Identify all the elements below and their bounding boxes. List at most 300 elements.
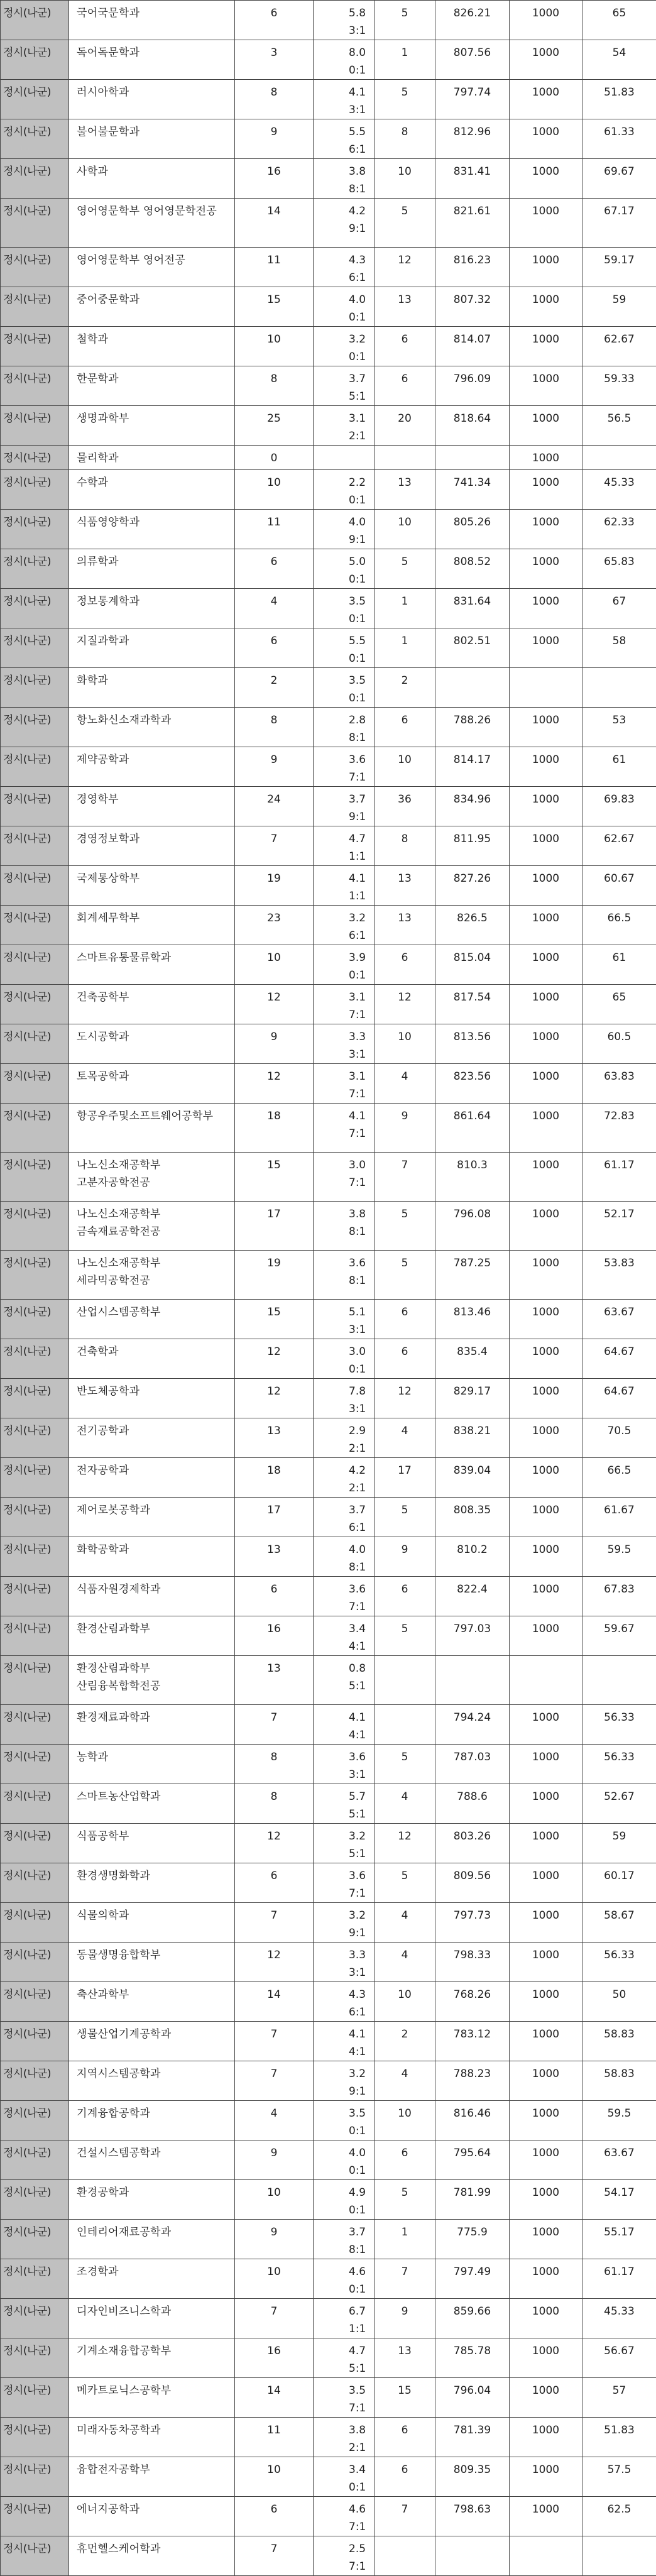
department-name-cell: 조경학과 xyxy=(69,2259,235,2299)
competition-rate-cell: 4.36:1 xyxy=(314,1982,374,2022)
admission-type-cell: 정시(나군) xyxy=(1,1982,69,2022)
quota-cell: 2 xyxy=(235,668,314,708)
quota-cell: 7 xyxy=(235,826,314,866)
additional-pass-cell: 8 xyxy=(374,119,435,159)
admission-type-cell: 정시(나군) xyxy=(1,1024,69,1064)
quota-cell: 25 xyxy=(235,406,314,446)
competition-rate-cell: 3.00:1 xyxy=(314,1339,374,1379)
max-score-cell: 1000 xyxy=(510,1300,582,1339)
table-row xyxy=(1,2299,656,2338)
score-a-cell: 810.2 xyxy=(435,1537,510,1577)
quota-cell: 8 xyxy=(235,80,314,119)
additional-pass-cell: 13 xyxy=(374,906,435,945)
competition-rate-cell: 5.56:1 xyxy=(314,119,374,159)
additional-pass-cell: 12 xyxy=(374,1824,435,1863)
score-b-cell: 62.33 xyxy=(582,510,656,549)
max-score-cell: 1000 xyxy=(510,1943,582,1982)
additional-pass-cell: 4 xyxy=(374,1418,435,1458)
table-row xyxy=(1,1745,656,1784)
score-b-cell: 61.17 xyxy=(582,1153,656,1202)
additional-pass-cell: 10 xyxy=(374,510,435,549)
table-row xyxy=(1,1498,656,1537)
max-score-cell: 1000 xyxy=(510,549,582,589)
score-a-cell: 785.78 xyxy=(435,2338,510,2378)
score-b-cell: 67 xyxy=(582,589,656,628)
table-row xyxy=(1,1784,656,1824)
quota-cell: 7 xyxy=(235,2061,314,2101)
score-b-cell: 64.67 xyxy=(582,1379,656,1418)
additional-pass-cell: 4 xyxy=(374,1784,435,1824)
competition-rate-cell: 4.22:1 xyxy=(314,1458,374,1498)
competition-rate-cell: 3.88:1 xyxy=(314,1202,374,1251)
max-score-cell: 1000 xyxy=(510,906,582,945)
competition-rate-cell: 2.57:1 xyxy=(314,2536,374,2576)
additional-pass-cell: 7 xyxy=(374,2259,435,2299)
quota-cell: 10 xyxy=(235,2457,314,2497)
admission-type-cell: 정시(나군) xyxy=(1,1064,69,1104)
quota-cell: 10 xyxy=(235,2259,314,2299)
max-score-cell: 1000 xyxy=(510,366,582,406)
quota-cell: 6 xyxy=(235,628,314,668)
additional-pass-cell: 10 xyxy=(374,159,435,199)
max-score-cell: 1000 xyxy=(510,1251,582,1300)
department-name-cell: 정보통계학과 xyxy=(69,589,235,628)
max-score-cell: 1000 xyxy=(510,80,582,119)
score-b-cell: 69.67 xyxy=(582,159,656,199)
max-score-cell: 1000 xyxy=(510,1745,582,1784)
score-a-cell: 807.56 xyxy=(435,40,510,80)
max-score-cell: 1000 xyxy=(510,199,582,248)
department-name-cell: 나노신소재공학부 세라믹공학전공 xyxy=(69,1251,235,1300)
additional-pass-cell: 5 xyxy=(374,1616,435,1656)
quota-cell: 9 xyxy=(235,747,314,787)
admission-type-cell: 정시(나군) xyxy=(1,1616,69,1656)
score-a-cell: 788.26 xyxy=(435,708,510,747)
score-a-cell: 797.03 xyxy=(435,1616,510,1656)
table-row xyxy=(1,80,656,119)
max-score-cell: 1000 xyxy=(510,866,582,906)
additional-pass-cell: 36 xyxy=(374,787,435,826)
score-b-cell: 72.83 xyxy=(582,1104,656,1153)
additional-pass-cell xyxy=(374,446,435,470)
quota-cell: 12 xyxy=(235,1064,314,1104)
score-b-cell: 57 xyxy=(582,2378,656,2418)
competition-rate-cell: 4.08:1 xyxy=(314,1537,374,1577)
table-row xyxy=(1,708,656,747)
max-score-cell xyxy=(510,2536,582,2576)
table-row xyxy=(1,2378,656,2418)
table-row xyxy=(1,628,656,668)
department-name-cell: 휴먼헬스케어학과 xyxy=(69,2536,235,2576)
admission-type-cell: 정시(나군) xyxy=(1,1656,69,1705)
score-b-cell: 69.83 xyxy=(582,787,656,826)
score-b-cell: 56.5 xyxy=(582,406,656,446)
department-name-cell: 국제통상학부 xyxy=(69,866,235,906)
score-b-cell: 61.33 xyxy=(582,119,656,159)
department-name-cell: 나노신소재공학부 고분자공학전공 xyxy=(69,1153,235,1202)
score-b-cell: 65 xyxy=(582,1,656,40)
score-a-cell: 812.96 xyxy=(435,119,510,159)
department-name-cell: 환경산림과학부 산림융복합학전공 xyxy=(69,1656,235,1705)
score-b-cell: 58.83 xyxy=(582,2022,656,2061)
admission-type-cell: 정시(나군) xyxy=(1,628,69,668)
competition-rate-cell: 3.57:1 xyxy=(314,2378,374,2418)
admission-type-cell: 정시(나군) xyxy=(1,1153,69,1202)
score-a-cell: 796.09 xyxy=(435,366,510,406)
score-a-cell xyxy=(435,1656,510,1705)
department-name-cell: 전자공학과 xyxy=(69,1458,235,1498)
table-row xyxy=(1,985,656,1024)
max-score-cell: 1000 xyxy=(510,2140,582,2180)
competition-rate-cell: 3.29:1 xyxy=(314,2061,374,2101)
additional-pass-cell: 6 xyxy=(374,1577,435,1616)
score-a-cell: 861.64 xyxy=(435,1104,510,1153)
admission-type-cell: 정시(나군) xyxy=(1,2220,69,2259)
table-row xyxy=(1,2457,656,2497)
quota-cell: 11 xyxy=(235,248,314,287)
score-a-cell: 859.66 xyxy=(435,2299,510,2338)
score-a-cell: 805.26 xyxy=(435,510,510,549)
score-a-cell: 835.4 xyxy=(435,1339,510,1379)
score-b-cell: 54.17 xyxy=(582,2180,656,2220)
admission-type-cell: 정시(나군) xyxy=(1,80,69,119)
score-b-cell: 60.67 xyxy=(582,866,656,906)
score-a-cell: 810.3 xyxy=(435,1153,510,1202)
quota-cell: 10 xyxy=(235,470,314,510)
table-row xyxy=(1,366,656,406)
admission-type-cell: 정시(나군) xyxy=(1,2536,69,2576)
score-a-cell: 798.63 xyxy=(435,2497,510,2536)
department-name-cell: 인테리어재료공학과 xyxy=(69,2220,235,2259)
table-row xyxy=(1,2418,656,2457)
admission-type-cell: 정시(나군) xyxy=(1,985,69,1024)
admission-type-cell: 정시(나군) xyxy=(1,2061,69,2101)
score-b-cell xyxy=(582,446,656,470)
score-b-cell: 57.5 xyxy=(582,2457,656,2497)
department-name-cell: 스마트유통물류학과 xyxy=(69,945,235,985)
max-score-cell: 1000 xyxy=(510,628,582,668)
department-name-cell: 기계융합공학과 xyxy=(69,2101,235,2140)
max-score-cell: 1000 xyxy=(510,787,582,826)
table-row xyxy=(1,668,656,708)
department-name-cell: 전기공학과 xyxy=(69,1418,235,1458)
quota-cell: 15 xyxy=(235,1153,314,1202)
additional-pass-cell: 12 xyxy=(374,1379,435,1418)
competition-rate-cell: 3.75:1 xyxy=(314,366,374,406)
quota-cell: 7 xyxy=(235,2299,314,2338)
quota-cell: 16 xyxy=(235,2338,314,2378)
competition-rate-cell: 3.29:1 xyxy=(314,1903,374,1943)
admission-type-cell: 정시(나군) xyxy=(1,2418,69,2457)
competition-rate-cell: 3.25:1 xyxy=(314,1824,374,1863)
table-row xyxy=(1,1202,656,1251)
additional-pass-cell: 6 xyxy=(374,945,435,985)
max-score-cell: 1000 xyxy=(510,446,582,470)
quota-cell: 6 xyxy=(235,2497,314,2536)
score-b-cell: 61 xyxy=(582,747,656,787)
additional-pass-cell: 4 xyxy=(374,1903,435,1943)
competition-rate-cell: 3.17:1 xyxy=(314,985,374,1024)
max-score-cell: 1000 xyxy=(510,1458,582,1498)
quota-cell: 9 xyxy=(235,2140,314,2180)
competition-rate-cell: 4.00:1 xyxy=(314,287,374,327)
additional-pass-cell xyxy=(374,1705,435,1745)
admission-type-cell: 정시(나군) xyxy=(1,945,69,985)
admission-type-cell: 정시(나군) xyxy=(1,1251,69,1300)
additional-pass-cell: 4 xyxy=(374,2061,435,2101)
table-row xyxy=(1,906,656,945)
max-score-cell: 1000 xyxy=(510,2101,582,2140)
department-name-cell: 생명과학부 xyxy=(69,406,235,446)
admission-type-cell: 정시(나군) xyxy=(1,199,69,248)
competition-rate-cell: 4.75:1 xyxy=(314,2338,374,2378)
score-a-cell: 814.17 xyxy=(435,747,510,787)
quota-cell: 19 xyxy=(235,866,314,906)
department-name-cell: 한문학과 xyxy=(69,366,235,406)
competition-rate-cell: 3.76:1 xyxy=(314,1498,374,1537)
department-name-cell: 스마트농산업학과 xyxy=(69,1784,235,1824)
table-row xyxy=(1,1379,656,1418)
quota-cell: 4 xyxy=(235,589,314,628)
table-row xyxy=(1,510,656,549)
quota-cell: 14 xyxy=(235,199,314,248)
department-name-cell: 반도체공학과 xyxy=(69,1379,235,1418)
table-row xyxy=(1,787,656,826)
admission-type-cell: 정시(나군) xyxy=(1,159,69,199)
table-row xyxy=(1,2259,656,2299)
department-name-cell: 수학과 xyxy=(69,470,235,510)
table-row xyxy=(1,287,656,327)
competition-rate-cell: 4.17:1 xyxy=(314,1104,374,1153)
additional-pass-cell: 9 xyxy=(374,2299,435,2338)
score-a-cell: 768.26 xyxy=(435,1982,510,2022)
department-name-cell: 경영학부 xyxy=(69,787,235,826)
table-row xyxy=(1,199,656,248)
quota-cell: 0 xyxy=(235,446,314,470)
additional-pass-cell: 7 xyxy=(374,2497,435,2536)
score-b-cell: 62.67 xyxy=(582,327,656,366)
max-score-cell: 1000 xyxy=(510,1064,582,1104)
additional-pass-cell: 9 xyxy=(374,1104,435,1153)
table-row xyxy=(1,1418,656,1458)
score-b-cell: 56.67 xyxy=(582,2338,656,2378)
admission-type-cell: 정시(나군) xyxy=(1,1458,69,1498)
department-name-cell: 항노화신소재과학과 xyxy=(69,708,235,747)
max-score-cell: 1000 xyxy=(510,1379,582,1418)
score-a-cell: 809.56 xyxy=(435,1863,510,1903)
max-score-cell xyxy=(510,1656,582,1705)
max-score-cell: 1000 xyxy=(510,2338,582,2378)
max-score-cell: 1000 xyxy=(510,2259,582,2299)
table-row xyxy=(1,747,656,787)
admission-type-cell: 정시(나군) xyxy=(1,366,69,406)
table-row xyxy=(1,2536,656,2576)
admission-type-cell: 정시(나군) xyxy=(1,2338,69,2378)
score-a-cell: 796.04 xyxy=(435,2378,510,2418)
department-name-cell: 사학과 xyxy=(69,159,235,199)
quota-cell: 12 xyxy=(235,1943,314,1982)
max-score-cell: 1000 xyxy=(510,406,582,446)
quota-cell: 12 xyxy=(235,1824,314,1863)
max-score-cell: 1000 xyxy=(510,1982,582,2022)
max-score-cell: 1000 xyxy=(510,2220,582,2259)
score-a-cell: 788.23 xyxy=(435,2061,510,2101)
score-a-cell xyxy=(435,2536,510,2576)
quota-cell: 7 xyxy=(235,2536,314,2576)
score-b-cell: 56.33 xyxy=(582,1705,656,1745)
quota-cell: 14 xyxy=(235,1982,314,2022)
max-score-cell: 1000 xyxy=(510,327,582,366)
competition-rate-cell: 4.13:1 xyxy=(314,80,374,119)
score-a-cell: 831.64 xyxy=(435,589,510,628)
table-row xyxy=(1,1903,656,1943)
quota-cell: 13 xyxy=(235,1537,314,1577)
competition-rate-cell: 3.79:1 xyxy=(314,787,374,826)
quota-cell: 8 xyxy=(235,366,314,406)
score-b-cell: 63.67 xyxy=(582,1300,656,1339)
table-row xyxy=(1,1943,656,1982)
quota-cell: 13 xyxy=(235,1656,314,1705)
score-b-cell: 45.33 xyxy=(582,470,656,510)
max-score-cell: 1000 xyxy=(510,1339,582,1379)
quota-cell: 10 xyxy=(235,945,314,985)
admission-type-cell: 정시(나군) xyxy=(1,708,69,747)
department-name-cell: 제약공학과 xyxy=(69,747,235,787)
department-name-cell: 환경산림과학부 xyxy=(69,1616,235,1656)
score-b-cell xyxy=(582,1656,656,1705)
score-b-cell: 66.5 xyxy=(582,906,656,945)
competition-rate-cell: 4.11:1 xyxy=(314,866,374,906)
competition-rate-cell: 3.67:1 xyxy=(314,1577,374,1616)
score-a-cell: 802.51 xyxy=(435,628,510,668)
quota-cell: 7 xyxy=(235,2022,314,2061)
additional-pass-cell: 8 xyxy=(374,826,435,866)
additional-pass-cell: 1 xyxy=(374,628,435,668)
department-name-cell: 식품공학부 xyxy=(69,1824,235,1863)
quota-cell: 16 xyxy=(235,159,314,199)
max-score-cell: 1000 xyxy=(510,40,582,80)
max-score-cell: 1000 xyxy=(510,1024,582,1064)
quota-cell: 12 xyxy=(235,1379,314,1418)
department-name-cell: 미래자동차공학과 xyxy=(69,2418,235,2457)
score-b-cell: 61 xyxy=(582,945,656,985)
department-name-cell: 환경공학과 xyxy=(69,2180,235,2220)
admission-type-cell: 정시(나군) xyxy=(1,287,69,327)
department-name-cell: 경영정보학과 xyxy=(69,826,235,866)
score-a-cell: 813.56 xyxy=(435,1024,510,1064)
score-a-cell: 794.24 xyxy=(435,1705,510,1745)
score-a-cell: 783.12 xyxy=(435,2022,510,2061)
table-row xyxy=(1,2220,656,2259)
department-name-cell: 건축학과 xyxy=(69,1339,235,1379)
competition-rate-cell: 5.83:1 xyxy=(314,1,374,40)
table-row xyxy=(1,589,656,628)
competition-rate-cell: 3.68:1 xyxy=(314,1251,374,1300)
max-score-cell: 1000 xyxy=(510,1,582,40)
department-name-cell: 철학과 xyxy=(69,327,235,366)
additional-pass-cell: 2 xyxy=(374,2022,435,2061)
additional-pass-cell: 5 xyxy=(374,2180,435,2220)
score-b-cell: 51.83 xyxy=(582,80,656,119)
additional-pass-cell: 5 xyxy=(374,1,435,40)
additional-pass-cell: 6 xyxy=(374,2140,435,2180)
competition-rate-cell: 4.67:1 xyxy=(314,2497,374,2536)
score-b-cell: 70.5 xyxy=(582,1418,656,1458)
score-a-cell xyxy=(435,446,510,470)
additional-pass-cell: 6 xyxy=(374,327,435,366)
quota-cell: 15 xyxy=(235,287,314,327)
quota-cell: 3 xyxy=(235,40,314,80)
table-row xyxy=(1,1458,656,1498)
additional-pass-cell: 1 xyxy=(374,40,435,80)
score-a-cell: 839.04 xyxy=(435,1458,510,1498)
quota-cell: 11 xyxy=(235,2418,314,2457)
admission-type-cell: 정시(나군) xyxy=(1,2101,69,2140)
score-a-cell xyxy=(435,668,510,708)
additional-pass-cell: 10 xyxy=(374,2101,435,2140)
additional-pass-cell: 9 xyxy=(374,1537,435,1577)
department-name-cell: 동물생명융합학부 xyxy=(69,1943,235,1982)
additional-pass-cell: 13 xyxy=(374,470,435,510)
department-name-cell: 융합전자공학부 xyxy=(69,2457,235,2497)
additional-pass-cell: 5 xyxy=(374,1251,435,1300)
competition-rate-cell: 4.90:1 xyxy=(314,2180,374,2220)
score-b-cell: 62.5 xyxy=(582,2497,656,2536)
table-row xyxy=(1,1705,656,1745)
table-row xyxy=(1,1251,656,1300)
max-score-cell: 1000 xyxy=(510,1537,582,1577)
additional-pass-cell: 13 xyxy=(374,287,435,327)
table-row xyxy=(1,866,656,906)
table-row xyxy=(1,1656,656,1705)
score-b-cell: 58 xyxy=(582,628,656,668)
additional-pass-cell: 5 xyxy=(374,80,435,119)
score-a-cell: 787.25 xyxy=(435,1251,510,1300)
table-row xyxy=(1,1064,656,1104)
department-name-cell: 제어로봇공학과 xyxy=(69,1498,235,1537)
score-b-cell: 63.83 xyxy=(582,1064,656,1104)
admission-type-cell: 정시(나군) xyxy=(1,2299,69,2338)
competition-rate-cell: 3.67:1 xyxy=(314,1863,374,1903)
score-b-cell xyxy=(582,2536,656,2576)
competition-rate-cell xyxy=(314,446,374,470)
admission-type-cell: 정시(나군) xyxy=(1,446,69,470)
admission-type-cell: 정시(나군) xyxy=(1,1863,69,1903)
quota-cell: 12 xyxy=(235,985,314,1024)
score-b-cell: 59.17 xyxy=(582,248,656,287)
department-name-cell: 식품자원경제학과 xyxy=(69,1577,235,1616)
max-score-cell: 1000 xyxy=(510,1705,582,1745)
department-name-cell: 중어중문학과 xyxy=(69,287,235,327)
additional-pass-cell: 10 xyxy=(374,1982,435,2022)
admission-type-cell: 정시(나군) xyxy=(1,1943,69,1982)
score-a-cell: 775.9 xyxy=(435,2220,510,2259)
competition-rate-cell: 3.50:1 xyxy=(314,668,374,708)
competition-rate-cell: 4.60:1 xyxy=(314,2259,374,2299)
additional-pass-cell: 13 xyxy=(374,2338,435,2378)
admission-type-cell: 정시(나군) xyxy=(1,1104,69,1153)
quota-cell: 17 xyxy=(235,1498,314,1537)
admission-type-cell: 정시(나군) xyxy=(1,2457,69,2497)
admission-type-cell: 정시(나군) xyxy=(1,866,69,906)
admission-type-cell: 정시(나군) xyxy=(1,1537,69,1577)
table-row xyxy=(1,406,656,446)
admission-type-cell: 정시(나군) xyxy=(1,1577,69,1616)
max-score-cell: 1000 xyxy=(510,119,582,159)
score-b-cell: 45.33 xyxy=(582,2299,656,2338)
competition-rate-cell: 5.75:1 xyxy=(314,1784,374,1824)
quota-cell: 17 xyxy=(235,1202,314,1251)
